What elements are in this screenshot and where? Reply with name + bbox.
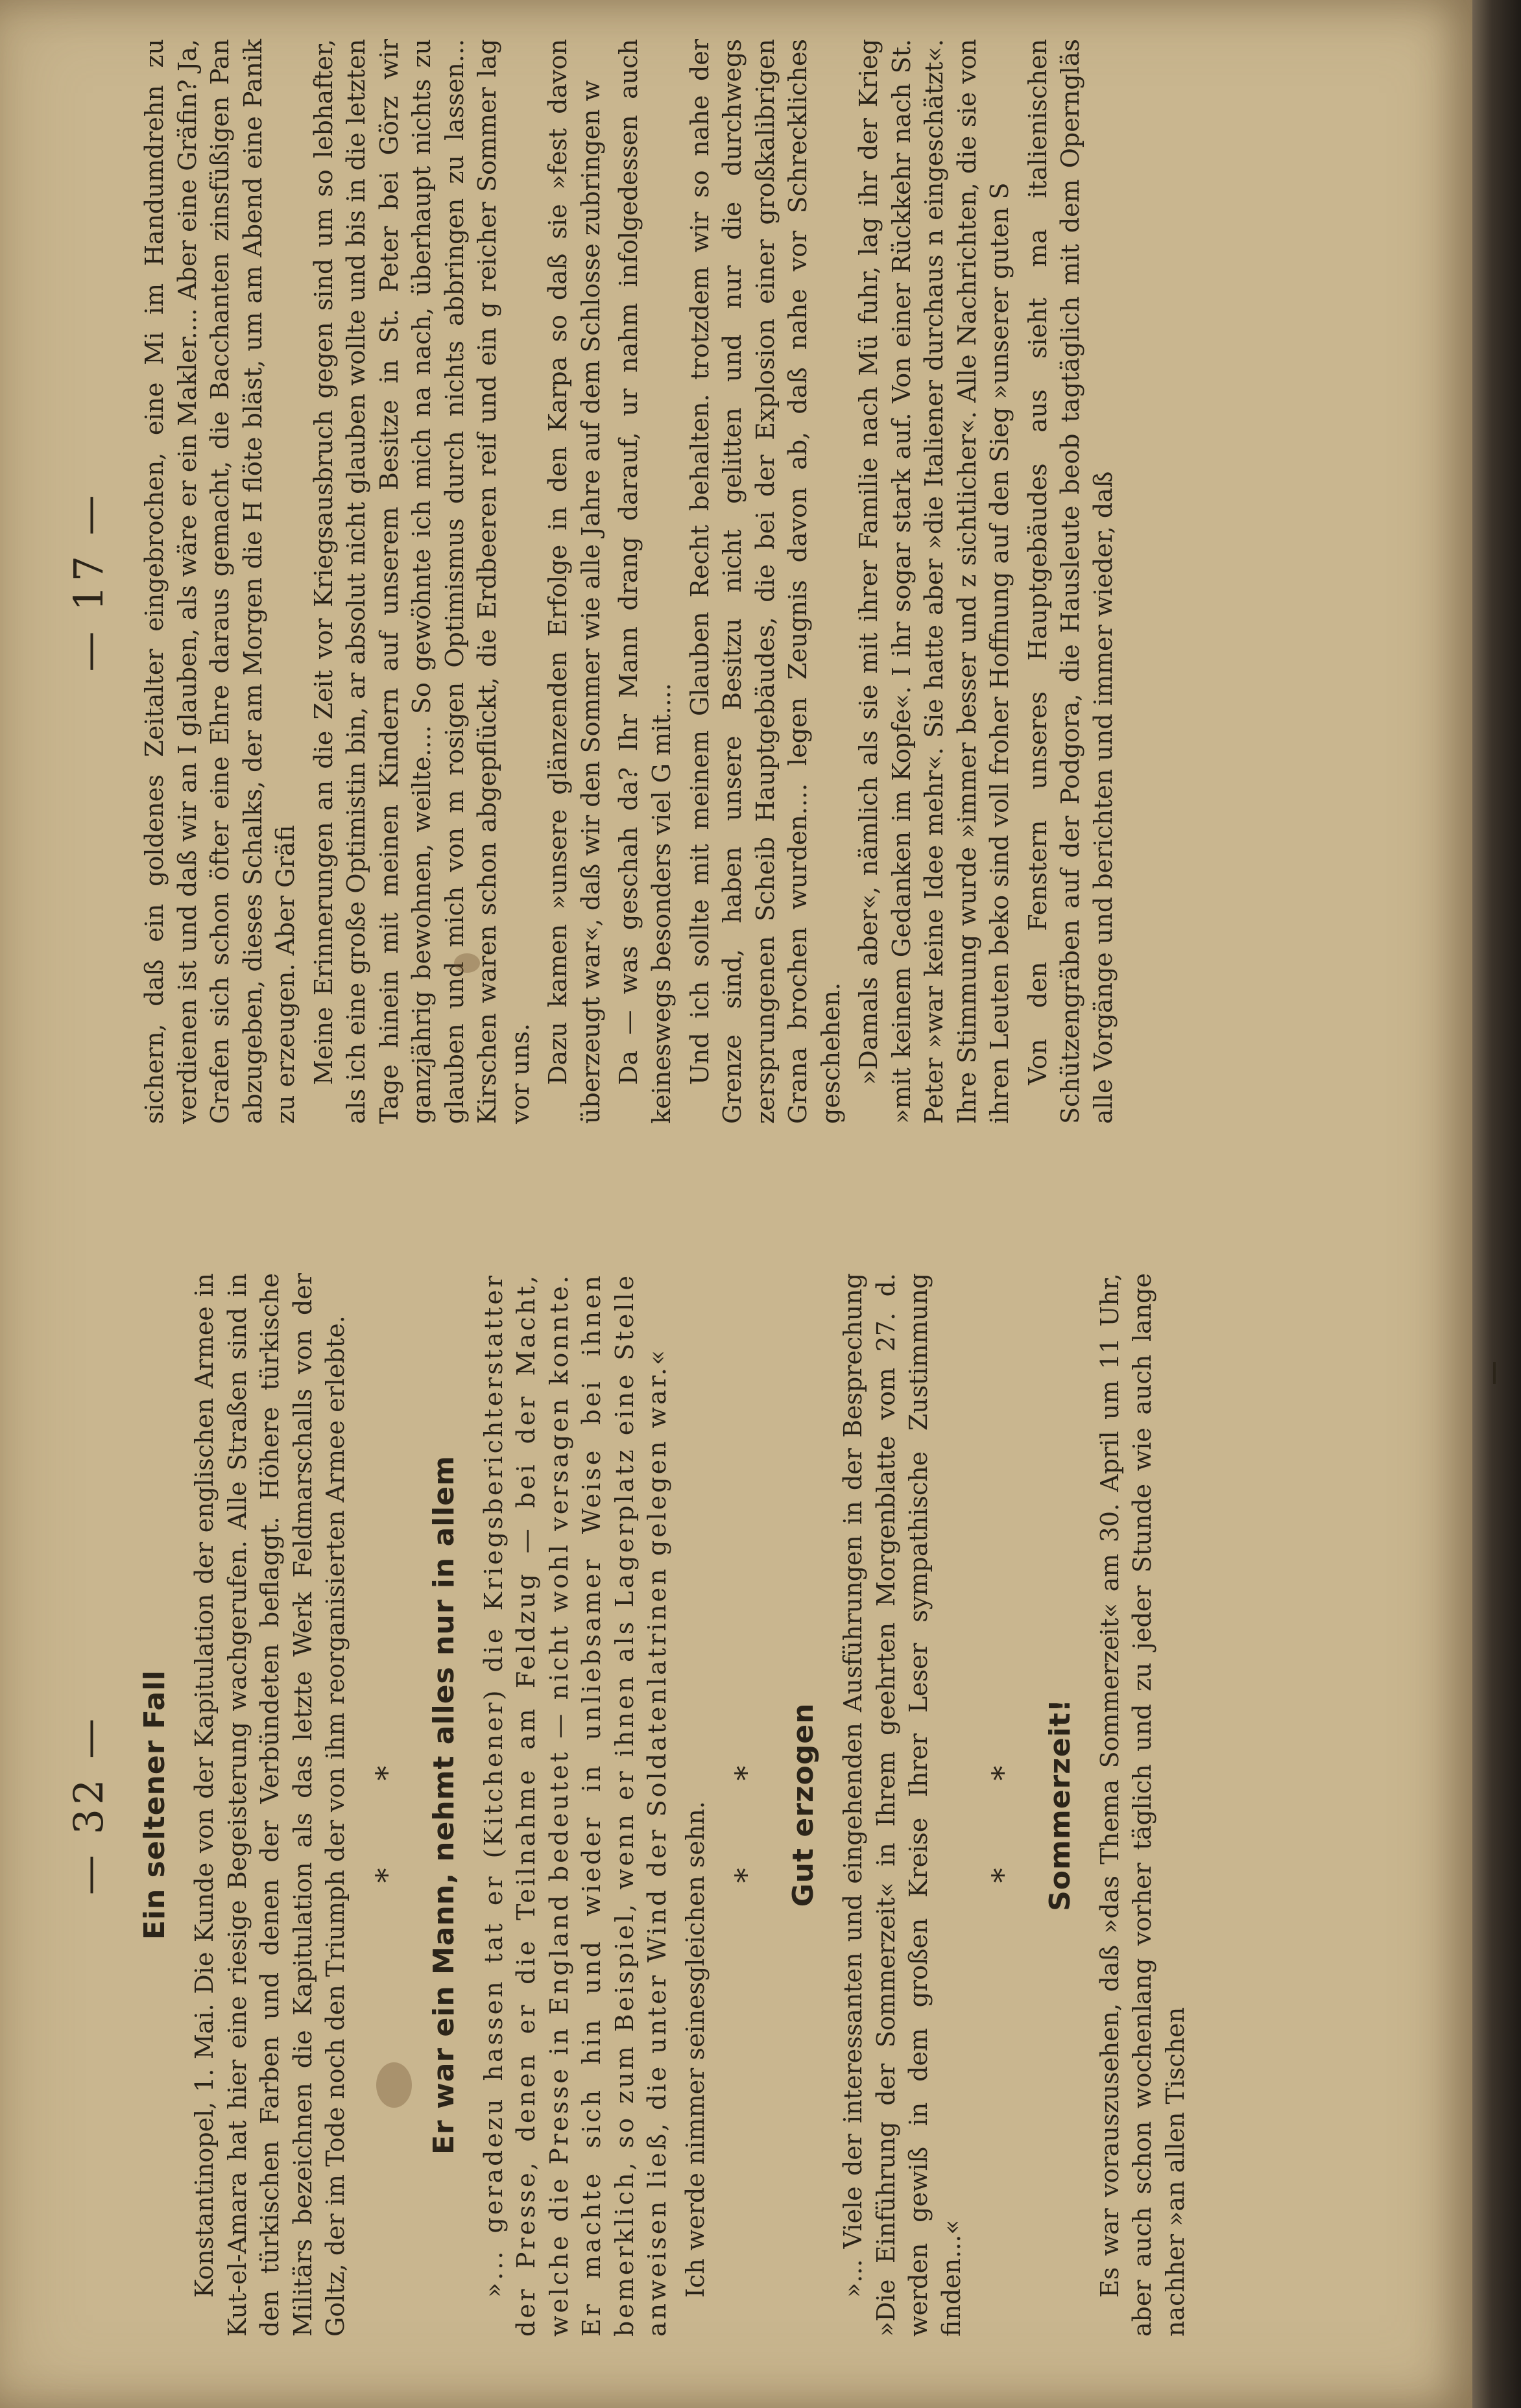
section-separator: * * [368,1726,404,1883]
section-title: Sommerzeit! [1043,1699,1077,1911]
paragraph: Und ich sollte mit meinem Glauben Recht behalten. trotzdem wir so nahe der Grenze sind, haben unsere Besitzu nicht gelitten und nur die durchwegs zersprungenen Scheib Hauptgebäudes, die bei der Explosion einer großkalibrigen Grana brochen wurden.... legen Zeugnis davon ab, daß nahe vor Schreckliches geschehen. [685,39,845,1124]
paragraph: Konstantinopel, 1. Mai. Die Kunde von der Kapitulation der englischen Armee in Kut-el-Amara hat hier eine riesige Begeisterung wachgerufen. Alle Straßen sind in den türkischen Farben und denen der Verbündeten beflaggt. Höhere türkische Militärs bezeichnen die Kapitulation als das letzte Werk Feldmarschalls von der Goltz, der im Tode noch den Triumph der von ihm reorganisierten Armee erlebte. [190,1273,350,2337]
section-separator: * * [985,1726,1020,1883]
page-number-right: — 17 — [65,491,112,672]
page-17 [0,0,1472,1202]
paragraph: Meine Erinnerungen an die Zeit vor Kriegsausbruch gegen sind um so lebhafter, als ich eine große Optimistin bin, ar absolut nicht glauben wollte und bis in die letzten Tage hinein mit meinen Kindern auf unserem Besitze in St. Peter bei Görz wir ganzjährig bewohnen, weilte.... So gewöhnte ich mich na nach, überhaupt nichts zu glauben und mich von m rosigen Optimismus durch nichts abbringen zu lassen... Kirschen waren schon abgepflückt, die Erdbeeren reif und ein g reicher Sommer lag vor uns. [309,39,534,1124]
paragraph: »... Viele der interessanten und eingehenden Ausführungen in der Besprechung »Die Einführung der Sommerzeit« in Ihrem geehrten Morgenblatte vom 27. d. werden gewiß in dem großen Kreise Ihrer Leser sympathische Zustimmung finden...« [839,1273,966,2337]
section-title: Ein seltener Fall [138,1669,171,1940]
paragraph: Ich werde nimmer seinesgleichen sehn. [680,1801,710,2298]
paragraph: Dazu kamen »unsere glänzenden Erfolge in den Karpa so daß sie »fest davon überzeugt war«, daß wir den Sommer wie alle Jahre auf dem Schlosse zubringen w [544,39,605,1124]
ink-smudge [376,2062,412,2108]
margin-mark [1493,1362,1496,1384]
paragraph: Da — was geschah da? Ihr Mann drang darauf, ur nahm infolgedessen auch keineswegs besonders viel G mit.... [614,39,676,1124]
ink-smudge [454,953,480,973]
book-binding [1472,0,1521,2408]
right-column [138,39,1120,1124]
section-separator: * * [728,1726,764,1883]
paragraph: »Damals aber«, nämlich als sie mit ihrer Familie nach Mü fuhr, lag ihr der Krieg »mit keinem Gedanken im Kopfe«. I ihr sogar stark auf. Von einer Rückkehr nach St. Peter »war keine Idee mehr«. Sie hatte aber »die Italiener durchaus n eingeschätzt«. Ihre Stimmung wurde »immer besser und z sichtlicher«. Alle Nachrichten, die sie von ihren Leuten beko sind voll froher Hoffnung auf den Sieg »unserer guten S [854,39,1014,1124]
paragraph: Von den Fenstern unseres Hauptgebäudes aus sieht ma italienischen Schützengräben auf der Podgora, die Hausleute beob tagtäglich mit dem Operngläs alle Vorgänge und berichten und immer wieder, daß [1023,39,1118,1124]
left-column [138,1273,1192,2337]
paragraph: Es war vorauszusehen, daß »das Thema Sommerzeit« am 30. April um 11 Uhr, aber auch schon wochenlang vorher täglich und zu jeder Stunde wie auch lange nachher »an allen Tischen [1095,1273,1190,2337]
paragraph: sichern, daß ein goldenes Zeitalter eingebrochen, eine Mi im Handumdrehn zu verdienen ist und daß wir an I glauben, als wäre er ein Makler.... Aber eine Gräfin? Ja, Grafen sich schon öfter eine Ehre daraus gemacht, die Bacchanten zinsfüßigen Pan abzugeben, dieses Schalks, der am Morgen die H flöte bläst, um am Abend eine Panik zu erzeugen. Aber Gräfi [140,39,300,1124]
page-number-left: — 32 — [65,1714,112,1896]
section-title: Gut erzogen [787,1702,820,1907]
section-title: Er war ein Mann, nehmt alles nur in allem [427,1455,461,2154]
page-32 [0,1202,1472,2408]
paragraph: »... geradezu hassen tat er (Kitchener) die Kriegsberichterstatter der Presse, denen er die Teilnahme am Feldzug — bei der Macht, welche die Presse in England bedeutet — nicht wohl versagen konnte. Er machte sich hin und wieder in unliebsamer Weise bei ihnen bemerklich, so zum Beispiel, wenn er ihnen als Lagerplatz eine Stelle anweisen ließ, die unter Wind der Soldatenlatrinen gelegen war.« [479,1273,672,2337]
